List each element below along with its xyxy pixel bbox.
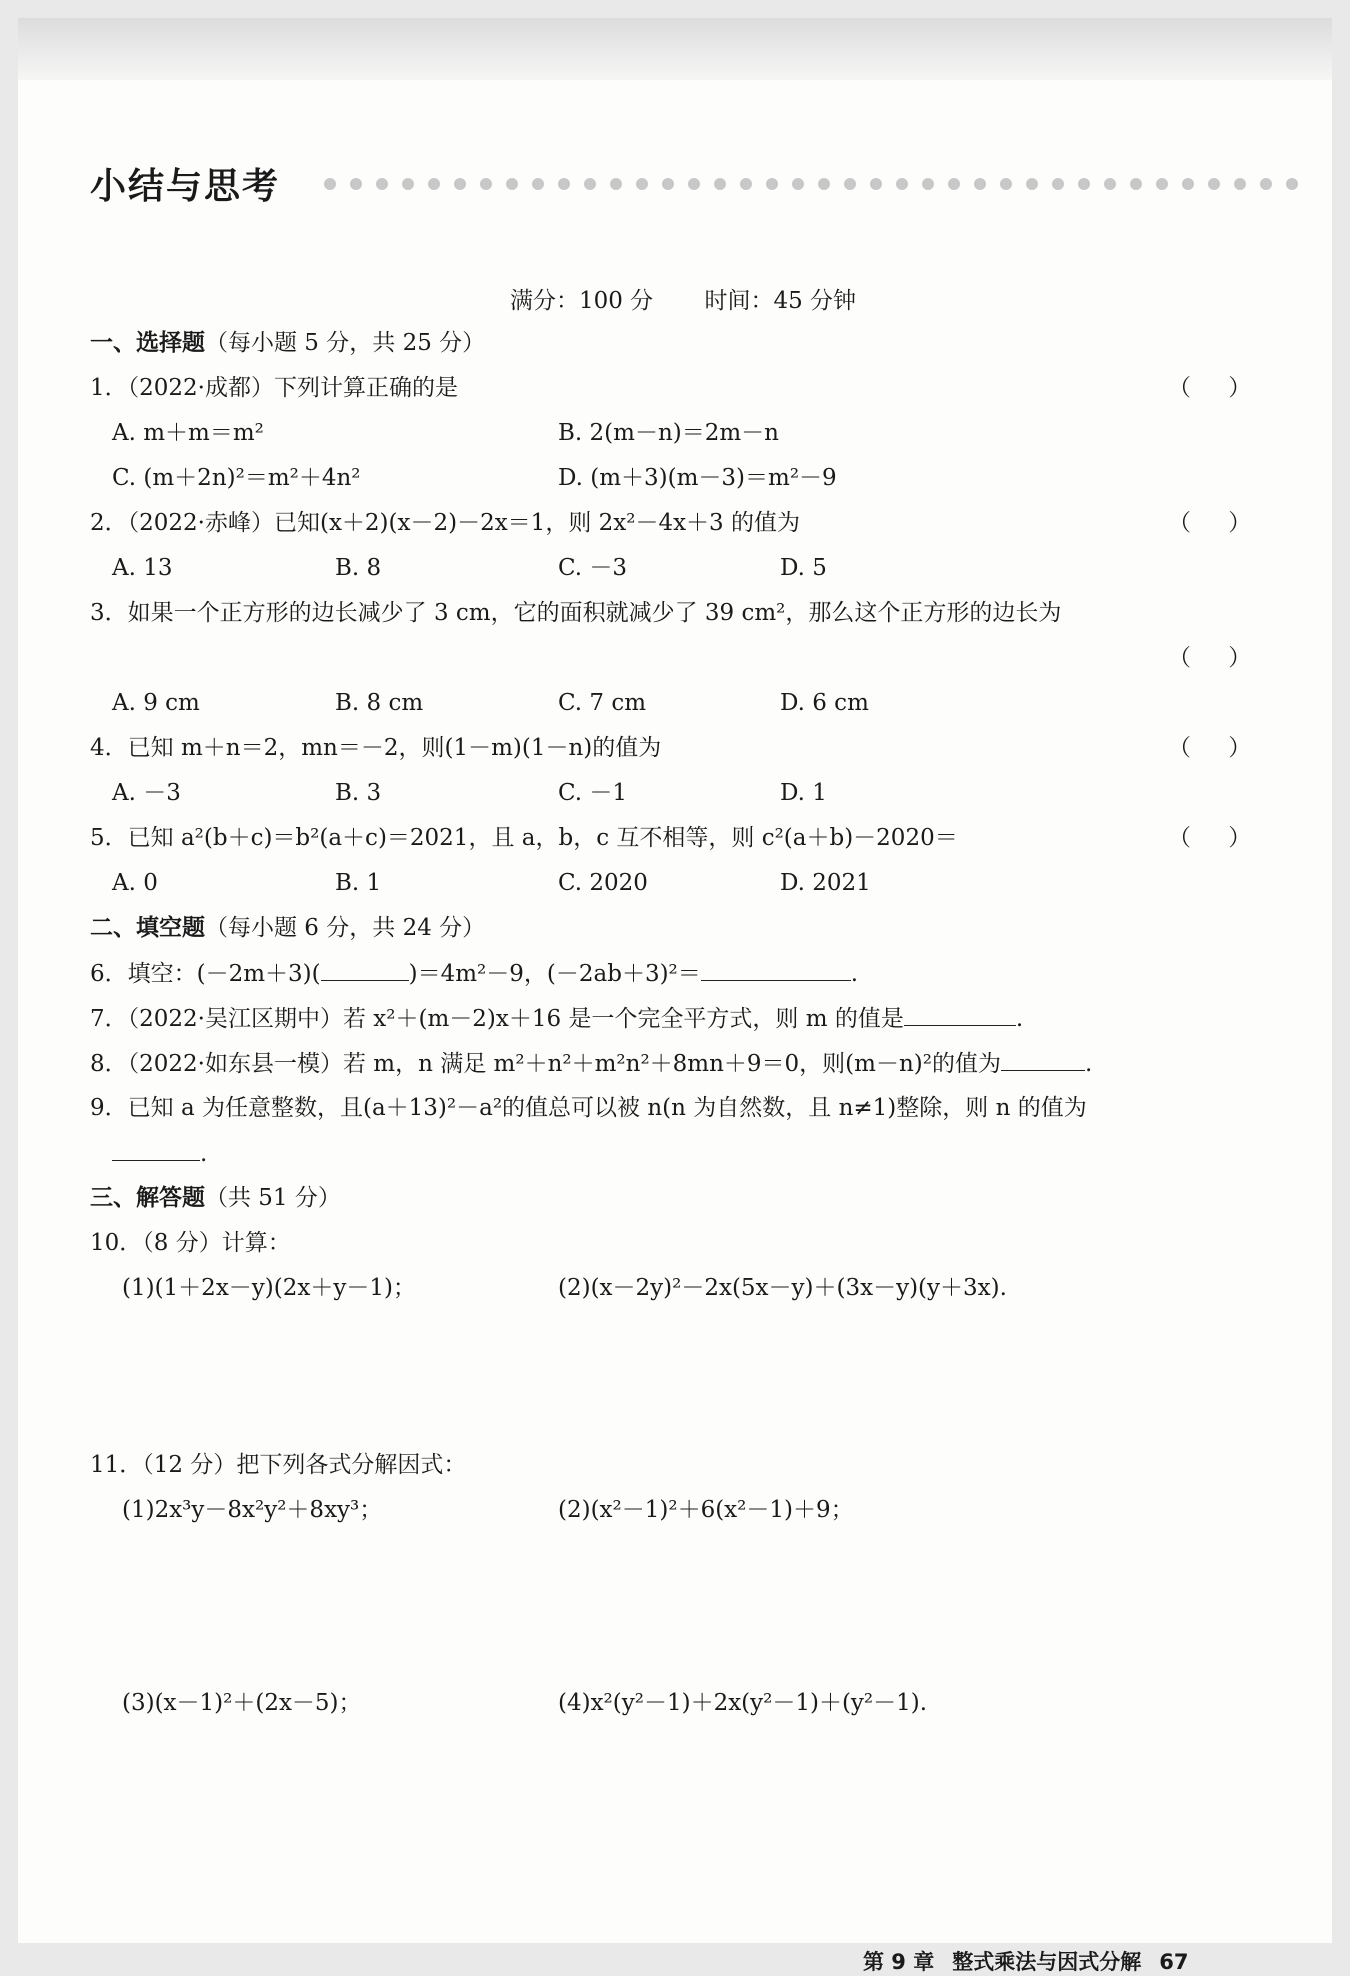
page-top-band (18, 18, 1332, 80)
part1-heading: 一、选择题 (90, 330, 205, 356)
q11-sub-2: (2)(x²－1)²＋6(x²－1)＋9； (558, 1497, 854, 1523)
decorative-dot (402, 178, 414, 190)
q3-option-d: D. 6 cm (780, 690, 869, 716)
q10-stem: 10．（8 分）计算： (90, 1230, 291, 1256)
q11-sub-1: (1)2x³y－8x²y²＋8xy³； (122, 1497, 383, 1523)
q6-text-2: )＝4m²－9，(－2ab＋3)²＝ (408, 961, 701, 987)
decorative-dot (1130, 178, 1142, 190)
q8-text: 8．（2022·如东县一模）若 m，n 满足 m²＋n²＋m²n²＋8mn＋9＝0，则(m－n)²的值为 (90, 1051, 1001, 1077)
q7-end: . (1015, 1006, 1024, 1032)
q7-text: 7．（2022·吴江区期中）若 x²＋(m－2)x＋16 是一个完全平方式，则 m 的值是 (90, 1006, 904, 1032)
decorative-dot (1208, 178, 1220, 190)
decorative-dot (428, 178, 440, 190)
decorative-dot (1182, 178, 1194, 190)
q6-line (90, 958, 858, 989)
decorative-dot (1078, 178, 1090, 190)
q3-answer-paren: （ ） (1168, 645, 1252, 671)
decorative-dot (818, 178, 830, 190)
part3-heading: 三、解答题 (90, 1185, 205, 1211)
q11-stem: 11．（12 分）把下列各式分解因式： (90, 1452, 467, 1478)
decorative-dot (584, 178, 596, 190)
q1-stem: 1．（2022·成都）下列计算正确的是 (90, 375, 458, 401)
footer-chapter: 第 9 章 (863, 1950, 935, 1974)
q8-blank[interactable] (1001, 1048, 1085, 1071)
exam-meta (18, 282, 1348, 315)
decorative-dot (1000, 178, 1012, 190)
decorative-dot (636, 178, 648, 190)
decorative-dot (714, 178, 726, 190)
decorative-dot (532, 178, 544, 190)
q1-option-a: A. m＋m＝m² (112, 420, 264, 446)
textbook-page (18, 18, 1332, 1974)
q5-option-b: B. 1 (335, 870, 382, 896)
q1-option-d: D. (m＋3)(m－3)＝m²－9 (558, 465, 837, 491)
decorative-dot (792, 178, 804, 190)
footer-chapter-title: 整式乘法与因式分解 (952, 1950, 1142, 1974)
q8-end: . (1084, 1051, 1093, 1077)
q9-text: 9．已知 a 为任意整数，且(a＋13)²－a²的值总可以被 n(n 为自然数，且 n≠1)整除，则 n 的值为 (90, 1095, 1087, 1121)
decorative-dot (506, 178, 518, 190)
page-number: 67 (1159, 1950, 1189, 1974)
part1-heading-line (90, 328, 485, 358)
decorative-dot (1052, 178, 1064, 190)
time-limit: 时间：45 分钟 (704, 288, 857, 314)
q11-sub-4: (4)x²(y²－1)＋2x(y²－1)＋(y²－1). (558, 1690, 928, 1716)
q4-stem: 4．已知 m＋n＝2，mn＝－2，则(1－m)(1－n)的值为 (90, 735, 662, 761)
part3-note: （共 51 分） (205, 1185, 341, 1211)
q11-sub-3: (3)(x－1)²＋(2x－5)； (122, 1690, 362, 1716)
decorative-dot (922, 178, 934, 190)
decorative-dot (948, 178, 960, 190)
decorative-dot (376, 178, 388, 190)
q6-end: . (850, 961, 859, 987)
q10-sub-1: (1)(1＋2x－y)(2x＋y－1)； (122, 1275, 416, 1301)
q8-line (90, 1048, 1092, 1079)
decorative-dot (480, 178, 492, 190)
decorative-dot (558, 178, 570, 190)
q4-answer-paren: （ ） (1168, 735, 1252, 761)
part1-note: （每小题 5 分，共 25 分） (205, 330, 486, 356)
part2-heading-line (90, 913, 485, 943)
q7-line (90, 1003, 1023, 1034)
section-title: 小结与思考 (90, 166, 281, 207)
q9-answer-line (112, 1138, 207, 1169)
q9-blank[interactable] (112, 1138, 200, 1161)
q1-option-c: C. (m＋2n)²＝m²＋4n² (112, 465, 361, 491)
q4-option-c: C. －1 (558, 780, 628, 806)
q2-answer-paren: （ ） (1168, 510, 1252, 536)
decorative-dot (1156, 178, 1168, 190)
decorative-dot (870, 178, 882, 190)
q7-blank[interactable] (904, 1003, 1016, 1026)
q1-option-b: B. 2(m－n)＝2m－n (558, 420, 779, 446)
decorative-dot (454, 178, 466, 190)
part2-heading: 二、填空题 (90, 915, 205, 941)
decorative-dot (766, 178, 778, 190)
q4-option-b: B. 3 (335, 780, 382, 806)
decorative-dot (324, 178, 336, 190)
part3-heading-line (90, 1183, 341, 1213)
decorative-dot (974, 178, 986, 190)
q3-option-a: A. 9 cm (112, 690, 200, 716)
decorative-dot (740, 178, 752, 190)
q2-stem: 2．（2022·赤峰）已知(x＋2)(x－2)－2x＝1，则 2x²－4x＋3 的值为 (90, 510, 801, 536)
decorative-dot (1260, 178, 1272, 190)
q1-answer-paren: （ ） (1168, 375, 1252, 401)
q3-option-b: B. 8 cm (335, 690, 424, 716)
q6-blank-1[interactable] (321, 958, 409, 981)
q5-option-a: A. 0 (112, 870, 158, 896)
decorative-dot (610, 178, 622, 190)
q5-answer-paren: （ ） (1168, 825, 1252, 851)
q2-option-b: B. 8 (335, 555, 382, 581)
decorative-dot (844, 178, 856, 190)
q5-option-c: C. 2020 (558, 870, 648, 896)
q9-end: . (200, 1141, 208, 1167)
decorative-dot (1286, 178, 1298, 190)
q3-option-c: C. 7 cm (558, 690, 647, 716)
decorative-dot-row (324, 178, 1344, 192)
page-footer (863, 1946, 1206, 1976)
q3-stem: 3．如果一个正方形的边长减少了 3 cm，它的面积就减少了 39 cm²，那么这个正方形的边长为 (90, 600, 1062, 626)
decorative-dot (1104, 178, 1116, 190)
q2-option-a: A. 13 (112, 555, 173, 581)
q4-option-a: A. －3 (112, 780, 181, 806)
q2-option-c: C. －3 (558, 555, 628, 581)
q2-option-d: D. 5 (780, 555, 827, 581)
decorative-dot (688, 178, 700, 190)
q5-stem: 5．已知 a²(b＋c)＝b²(a＋c)＝2021，且 a，b，c 互不相等，则 c²(a＋b)－2020＝ (90, 825, 958, 851)
decorative-dot (350, 178, 362, 190)
part2-note: （每小题 6 分，共 24 分） (205, 915, 486, 941)
full-score: 满分：100 分 (509, 288, 654, 314)
q4-option-d: D. 1 (780, 780, 827, 806)
q6-blank-2[interactable] (701, 958, 851, 981)
decorative-dot (1026, 178, 1038, 190)
q10-sub-2: (2)(x－2y)²－2x(5x－y)＋(3x－y)(y＋3x). (558, 1275, 1007, 1301)
decorative-dot (896, 178, 908, 190)
q6-text-1: 6．填空：(－2m＋3)( (90, 961, 321, 987)
decorative-dot (1234, 178, 1246, 190)
decorative-dot (662, 178, 674, 190)
q5-option-d: D. 2021 (780, 870, 871, 896)
